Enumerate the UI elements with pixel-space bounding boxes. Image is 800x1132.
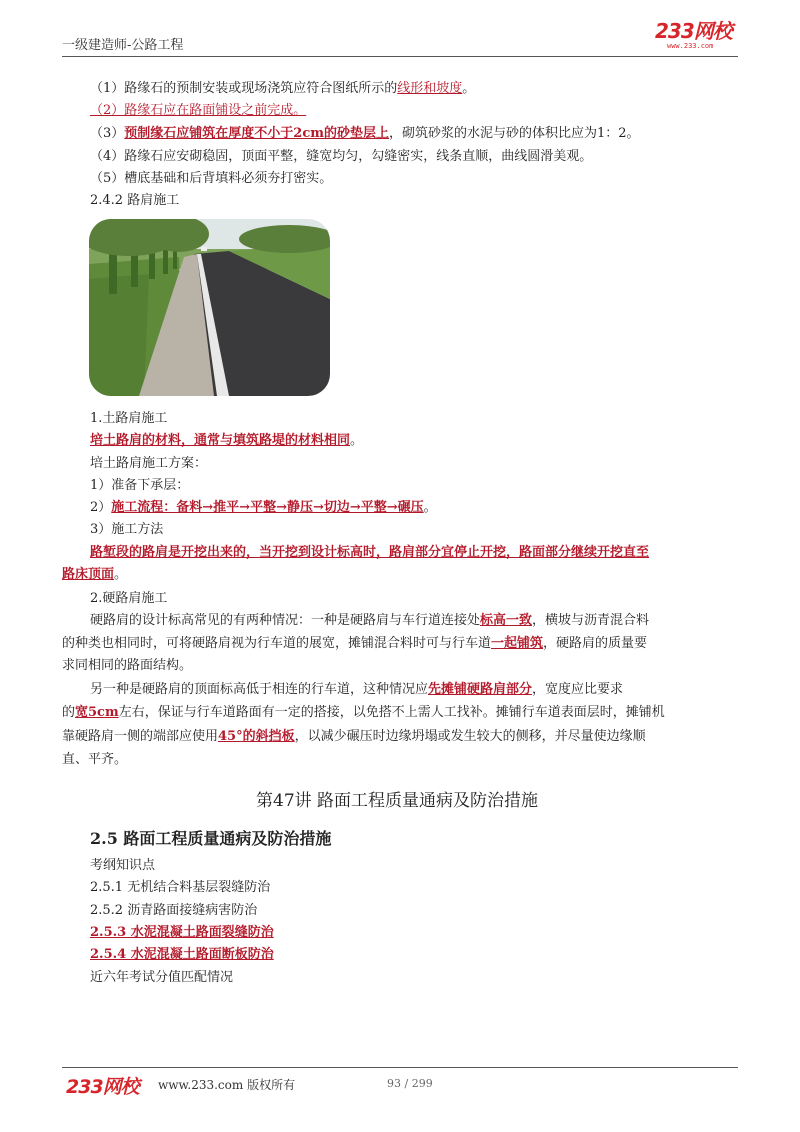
curb-item-1: （1）路缘石的预制安装或现场浇筑应符合图纸所示的线形和坡度。 bbox=[90, 81, 476, 96]
highlight: 路床顶面 bbox=[62, 567, 115, 582]
hard-para-2-line-2: 的宽5cm左右，保证与行车道路面有一定的搭接，以免搭不上需人工找补。摊铺行车道表面层时，摊铺机 bbox=[62, 705, 665, 720]
hard-para-2-line-4: 直、平齐。 bbox=[62, 752, 128, 767]
section-title: 2.5 路面工程质量通病及防治措施 bbox=[90, 829, 332, 848]
outline-item: 2.5.4 水泥混凝土路面断板防治 bbox=[90, 947, 274, 962]
soil-shoulder-title: 1.土路肩施工 bbox=[90, 411, 168, 426]
soil-shoulder-plan: 培土路肩施工方案： bbox=[90, 456, 208, 471]
footer-rule bbox=[62, 1067, 738, 1068]
outline-label: 考纲知识点 bbox=[90, 858, 156, 873]
highlight: 培土路肩的材料，通常与填筑路堤的材料相同 bbox=[90, 433, 351, 448]
hard-para-1-line-2: 的种类也相同时，可将硬路肩视为行车道的展宽，摊铺混合料时可与行车道一起铺筑，硬路肩的质量要 bbox=[62, 636, 648, 651]
hard-para-2-line-1: 另一种是硬路肩的顶面标高低于相连的行车道，这种情况应先摊铺硬路肩部分，宽度应比要求 bbox=[90, 682, 624, 697]
hard-para-1-line-3: 求同相同的路面结构。 bbox=[62, 658, 193, 673]
lecture-title: 第47讲 路面工程质量通病及防治措施 bbox=[256, 791, 539, 811]
logo-brand: 233网校 bbox=[655, 19, 732, 43]
hard-para-2-line-3: 靠硬路肩一侧的端部应使用45°的斜挡板，以减少碾压时边缘坍塌或发生较大的侧移，并尽量使边缘顺 bbox=[62, 729, 646, 744]
highlight: 45°的斜挡板 bbox=[218, 729, 295, 744]
hard-shoulder-title: 2.硬路肩施工 bbox=[90, 591, 168, 606]
logo[interactable] bbox=[655, 20, 735, 50]
highlight: 施工流程：备料→推平→平整→静压→切边→平整→碾压 bbox=[111, 500, 424, 515]
outline-item: 2.5.3 水泥混凝土路面裂缝防治 bbox=[90, 925, 274, 940]
header-rule bbox=[62, 56, 738, 57]
curb-item-4: （4）路缘石应安砌稳固，顶面平整，缝宽均匀，勾缝密实，线条直顺，曲线圆滑美观。 bbox=[90, 149, 593, 164]
footer-copyright: www.233.com 版权所有 bbox=[158, 1078, 296, 1092]
soil-shoulder-material: 培土路肩的材料，通常与填筑路堤的材料相同。 bbox=[90, 433, 364, 448]
curb-item-3: （3）预制缘石应铺筑在厚度不小于2cm的砂垫层上，砌筑砂浆的水泥与砂的体积比应为1：2。 bbox=[90, 126, 640, 141]
highlight: 宽5cm bbox=[75, 705, 119, 720]
step-3: 3）施工方法 bbox=[90, 522, 164, 537]
road-shoulder-photo bbox=[89, 219, 330, 396]
page-number: 93 / 299 bbox=[387, 1077, 433, 1090]
header-title: 一级建造师-公路工程 bbox=[62, 38, 184, 53]
curb-item-2: （2）路缘石应在路面铺设之前完成。 bbox=[90, 103, 307, 118]
method-line-1: 路堑段的路肩是开挖出来的，当开挖到设计标高时，路肩部分宜停止开挖，路面部分继续开挖直至 bbox=[90, 545, 650, 560]
outline-item: 2.5.2 沥青路面接缝病害防治 bbox=[90, 903, 258, 918]
method-line-2: 路床顶面。 bbox=[62, 567, 128, 582]
highlight: 标高一致 bbox=[480, 613, 533, 628]
exam-scores-label: 近六年考试分值匹配情况 bbox=[90, 970, 234, 985]
logo-url: www.233.com bbox=[667, 42, 714, 50]
highlight: 线形和坡度 bbox=[397, 81, 463, 96]
step-2: 2）施工流程：备料→推平→平整→静压→切边→平整→碾压。 bbox=[90, 500, 437, 515]
highlight: 预制缘石应铺筑在厚度不小于2cm的砂垫层上 bbox=[124, 126, 389, 141]
outline-item: 2.5.1 无机结合料基层裂缝防治 bbox=[90, 880, 271, 895]
highlight: 先摊铺硬路肩部分 bbox=[428, 682, 533, 697]
curb-item-5: （5）槽底基础和后背填料必须夯打密实。 bbox=[90, 171, 333, 186]
hard-para-1-line-1: 硬路肩的设计标高常见的有两种情况：一种是硬路肩与车行道连接处标高一致，横坡与沥青混合料 bbox=[90, 613, 650, 628]
section-heading: 2.4.2 路肩施工 bbox=[90, 193, 180, 208]
footer-logo[interactable]: 233网校 bbox=[66, 1076, 139, 1098]
highlight: 一起铺筑 bbox=[491, 636, 544, 651]
step-1: 1）准备下承层： bbox=[90, 478, 190, 493]
